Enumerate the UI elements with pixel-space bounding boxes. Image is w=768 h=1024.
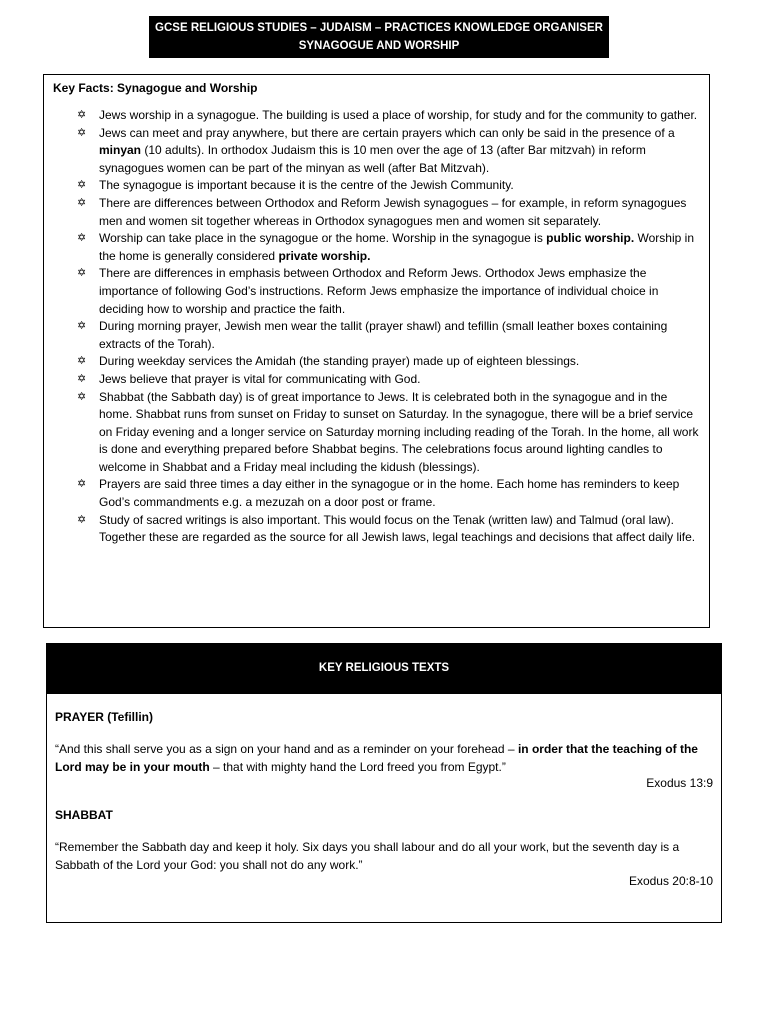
emphasis-text: in order that the teaching of the Lord may be in your mouth	[55, 742, 698, 774]
key-fact-text	[99, 196, 686, 228]
key-fact-item	[44, 195, 709, 230]
key-fact-text	[99, 390, 698, 474]
page-title-banner	[149, 16, 609, 58]
key-fact-text	[99, 126, 675, 175]
star-of-david-icon: ✡	[77, 372, 87, 385]
key-fact-item	[44, 476, 709, 511]
text-run: “Remember the Sabbath day and keep it holy. Six days you shall labour and do all your work, but the seventh day is a Sabbath of the Lord your God: you shall not do any work.”	[55, 840, 680, 872]
text-run: There are differences between Orthodox and Reform Jewish synagogues – for example, in reform synagogues men and women sit together whereas in Orthodox synagogues men and women sit separately.	[99, 195, 687, 228]
key-fact-text	[99, 513, 695, 545]
key-fact-text	[99, 477, 679, 509]
shabbat-quote	[55, 839, 713, 874]
text-run: There are differences in emphasis between Orthodox and Reform Jews. Orthodox Jews emphasize the importance of following God’s instructions. Reform Jews emphasize the importance of individual choice in deciding how to worship and practice the faith.	[99, 266, 659, 316]
star-of-david-icon: ✡	[77, 355, 87, 368]
text-run: During morning prayer, Jewish men wear the tallit (prayer shawl) and tefillin (small leather boxes containing extracts of the Torah).	[99, 319, 668, 351]
key-facts-heading: Key Facts: Synagogue and Worship	[53, 81, 258, 95]
text-run: Study of sacred writings is also important. This would focus on the Tenak (written law) and Talmud (oral law). Together these are regarded as the source for all Jewish laws, legal teachings and decisions that affect daily life.	[99, 512, 696, 545]
key-fact-text	[99, 372, 420, 386]
key-texts-panel	[46, 643, 722, 923]
key-fact-text	[99, 231, 694, 263]
star-of-david-icon: ✡	[77, 179, 87, 192]
text-run: – that with mighty hand the Lord freed you from Egypt.”	[209, 759, 506, 774]
key-fact-item	[44, 389, 709, 477]
text-run: Jews believe that prayer is vital for communicating with God.	[99, 371, 421, 386]
star-of-david-icon: ✡	[77, 478, 87, 491]
star-of-david-icon: ✡	[77, 232, 87, 245]
key-fact-item	[44, 230, 709, 265]
star-of-david-icon: ✡	[77, 390, 87, 403]
text-run: Shabbat (the Sabbath day) is of great importance to Jews. It is celebrated both in the synagogue and in the home. Shabbat runs from sunset on Friday to sunset on Saturday. In the synagogue, there will be a brief service on Friday evening and a longer service on Saturday morning including reading of the Torah. In the home, all work is done and everything prepared before Shabbat begins. The celebrations focus around lighting candles to welcome in Shabbat and a Friday meal including the kidush (blessings).	[99, 389, 699, 474]
star-of-david-icon: ✡	[77, 513, 87, 526]
key-fact-item	[44, 107, 709, 125]
key-fact-text	[99, 178, 514, 192]
key-fact-item	[44, 177, 709, 195]
key-fact-item	[44, 265, 709, 318]
text-run: Prayers are said three times a day either in the synagogue or in the home. Each home has reminders to keep God’s commandments e.g. a mezuzah on a door post or frame.	[99, 477, 680, 510]
prayer-quote	[55, 741, 713, 776]
page-title: GCSE RELIGIOUS STUDIES – JUDAISM – PRACTICES KNOWLEDGE ORGANISER	[155, 22, 603, 34]
shabbat-reference: Exodus 20:8-10	[628, 874, 713, 888]
key-fact-text	[99, 266, 658, 315]
key-fact-item	[44, 512, 709, 547]
key-fact-text	[99, 108, 697, 122]
text-run: Jews worship in a synagogue. The building is used a place of worship, for study and for the community to gather.	[99, 108, 698, 122]
emphasis-text: public worship.	[546, 231, 635, 246]
key-facts-panel	[43, 74, 710, 628]
text-run: “And this shall serve you as a sign on your hand and as a reminder on your forehead –	[55, 742, 518, 756]
star-of-david-icon: ✡	[77, 320, 87, 333]
prayer-reference: Exodus 13:9	[646, 776, 713, 790]
text-run: During weekday services the Amidah (the standing prayer) made up of eighteen blessings.	[99, 354, 580, 369]
key-fact-text	[99, 354, 579, 368]
key-texts-header: KEY RELIGIOUS TEXTS	[47, 644, 721, 694]
key-fact-item	[44, 125, 709, 178]
key-fact-item	[44, 318, 709, 353]
text-run: Jews can meet and pray anywhere, but there are certain prayers which can only be said in the presence of a	[99, 125, 675, 140]
emphasis-text: minyan	[99, 143, 142, 158]
emphasis-text: private worship.	[278, 248, 371, 263]
shabbat-section-title: SHABBAT	[55, 808, 113, 822]
text-run: Worship in the home is generally considered	[99, 231, 694, 263]
star-of-david-icon: ✡	[77, 267, 87, 280]
key-fact-item	[44, 353, 709, 371]
star-of-david-icon: ✡	[77, 126, 87, 139]
prayer-section-title: PRAYER (Tefillin)	[55, 710, 154, 724]
text-run: (10 adults). In orthodox Judaism this is 10 men over the age of 13 (after Bar mitzvah) in reform synagogues women can be part of the minyan as well (after Bat Mitzvah).	[99, 143, 646, 175]
star-of-david-icon: ✡	[77, 109, 87, 121]
key-facts-list	[44, 107, 709, 547]
star-of-david-icon: ✡	[77, 196, 87, 209]
key-fact-item	[44, 371, 709, 389]
text-run: Worship can take place in the synagogue or the home. Worship in the synagogue is	[99, 231, 547, 246]
key-fact-text	[99, 319, 667, 351]
text-run: The synagogue is important because it is the centre of the Jewish Community.	[99, 178, 514, 193]
page-subtitle: SYNAGOGUE AND WORSHIP	[298, 40, 460, 52]
